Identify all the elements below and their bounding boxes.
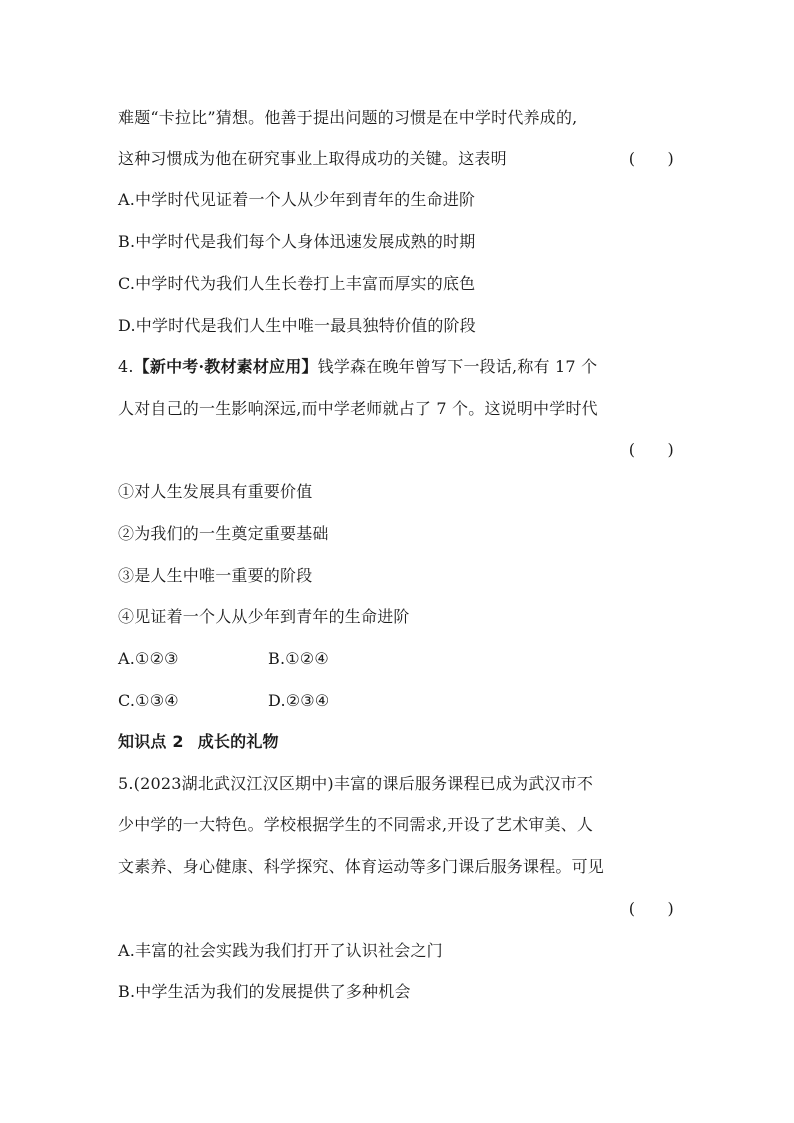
q4-statement-2: ②为我们的一生奠定重要基础	[118, 524, 329, 543]
q5-answer-bracket: ( )	[628, 899, 674, 918]
q4-number: 4.	[118, 357, 134, 376]
q5-stem-line-2: 少中学的一大特色。学校根据学生的不同需求,开设了艺术审美、人	[118, 815, 594, 834]
q4-choices-row-2	[118, 687, 674, 715]
q4-choice-b: B.①②④	[268, 649, 329, 668]
section-label: 知识点 2	[118, 732, 184, 751]
q3-answer-bracket: ( )	[628, 149, 674, 168]
q3-option-c: C.中学时代为我们人生长卷打上丰富而厚实的底色	[118, 274, 476, 293]
q4-stem-line-1	[118, 353, 674, 381]
q3-stem-line-2	[118, 145, 674, 173]
q4-answer-bracket: ( )	[628, 440, 674, 459]
q3-option-d: D.中学时代是我们人生中唯一最具独特价值的阶段	[118, 316, 476, 335]
q3-stem-line-1: 难题“卡拉比”猜想。他善于提出问题的习惯是在中学时代养成的,	[118, 108, 578, 127]
section-title: 成长的礼物	[197, 732, 279, 751]
q4-choice-d: D.②③④	[268, 691, 330, 710]
q4-stem-line-2: 人对自己的一生影响深远,而中学老师就占了 7 个。这说明中学时代	[118, 399, 598, 418]
q5-stem-line-3: 文素养、身心健康、科学探究、体育运动等多门课后服务课程。可见	[118, 857, 605, 876]
q3-option-a: A.中学时代见证着一个人从少年到青年的生命进阶	[118, 190, 476, 209]
q3-option-b: B.中学时代是我们每个人身体迅速发展成熟的时期	[118, 232, 476, 251]
q4-stem-text: 钱学森在晚年曾写下一段话,称有 17 个	[317, 357, 598, 376]
q5-stem-line-1: 5.(2023湖北武汉江汉区期中)丰富的课后服务课程已成为武汉市不	[118, 774, 594, 793]
q4-bracket-line	[118, 436, 674, 464]
document-page	[118, 0, 674, 1123]
q4-tag: 【新中考·教材素材应用】	[133, 357, 318, 376]
q5-option-b: B.中学生活为我们的发展提供了多种机会	[118, 982, 411, 1001]
q5-option-a: A.丰富的社会实践为我们打开了认识社会之门	[118, 941, 443, 960]
q4-statement-4: ④见证着一个人从少年到青年的生命进阶	[118, 607, 410, 626]
q4-choice-c: C.①③④	[118, 691, 179, 710]
q3-stem-text: 这种习惯成为他在研究事业上取得成功的关键。这表明	[118, 149, 507, 168]
section-heading	[118, 728, 674, 756]
q4-statement-3: ③是人生中唯一重要的阶段	[118, 566, 313, 585]
q4-statement-1: ①对人生发展具有重要价值	[118, 482, 313, 501]
q5-bracket-line	[118, 895, 674, 923]
q4-choice-a: A.①②③	[118, 649, 179, 668]
q4-choices-row-1	[118, 645, 674, 673]
